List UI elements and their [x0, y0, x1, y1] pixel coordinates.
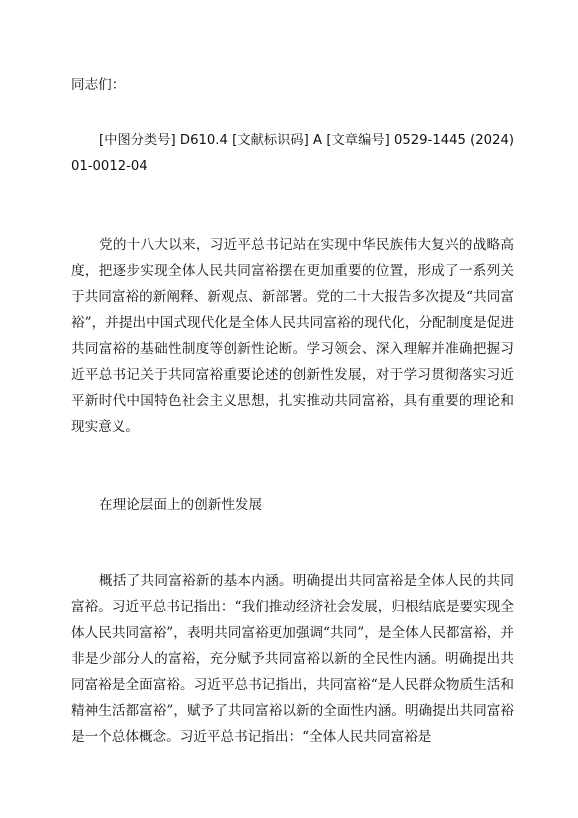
body-paragraph: 概括了共同富裕新的基本内涵。明确提出共同富裕是全体人民的共同富裕。习近平总书记指出：“我们推动经济社会发展，归根结底是要实现全体人民共同富裕”，表明共同富裕更加强调“共同”，是全体人民都富裕，并非是少部分人的富裕，充分赋予共同富裕以新的全民性内涵。明确提出共同富裕是全面富裕。习近平总书记指出，共同富裕“是人民群众物质生活和精神生活都富裕”，赋予了共同富裕以新的全面性内涵。明确提出共同富裕是一个总体概念。习近平总书记指出：“全体人民共同富裕是 [71, 573, 514, 745]
intro-paragraph: 党的十八大以来，习近平总书记站在实现中华民族伟大复兴的战略高度，把逐步实现全体人民共同富裕摆在更加重要的位置，形成了一系列关于共同富裕的新阐释、新观点、新部署。党的二十大报告多次提及“共同富裕”，并提出中国式现代化是全体人民共同富裕的现代化，分配制度是促进共同富裕的基础性制度等创新性论断。学习领会、深入理解并准确把握习近平总书记关于共同富裕重要论述的创新性发展，对于学习贯彻落实习近平新时代中国特色社会主义思想，扎实推动共同富裕，具有重要的理论和现实意义。 [71, 237, 514, 435]
classification-line: [中图分类号] D610.4 [文献标识码] A [文章编号] 0529-1445 (2024) 01-0012-04 [71, 133, 514, 174]
section-heading: 在理论层面上的创新性发展 [99, 497, 263, 513]
salutation: 同志们： [71, 77, 126, 93]
